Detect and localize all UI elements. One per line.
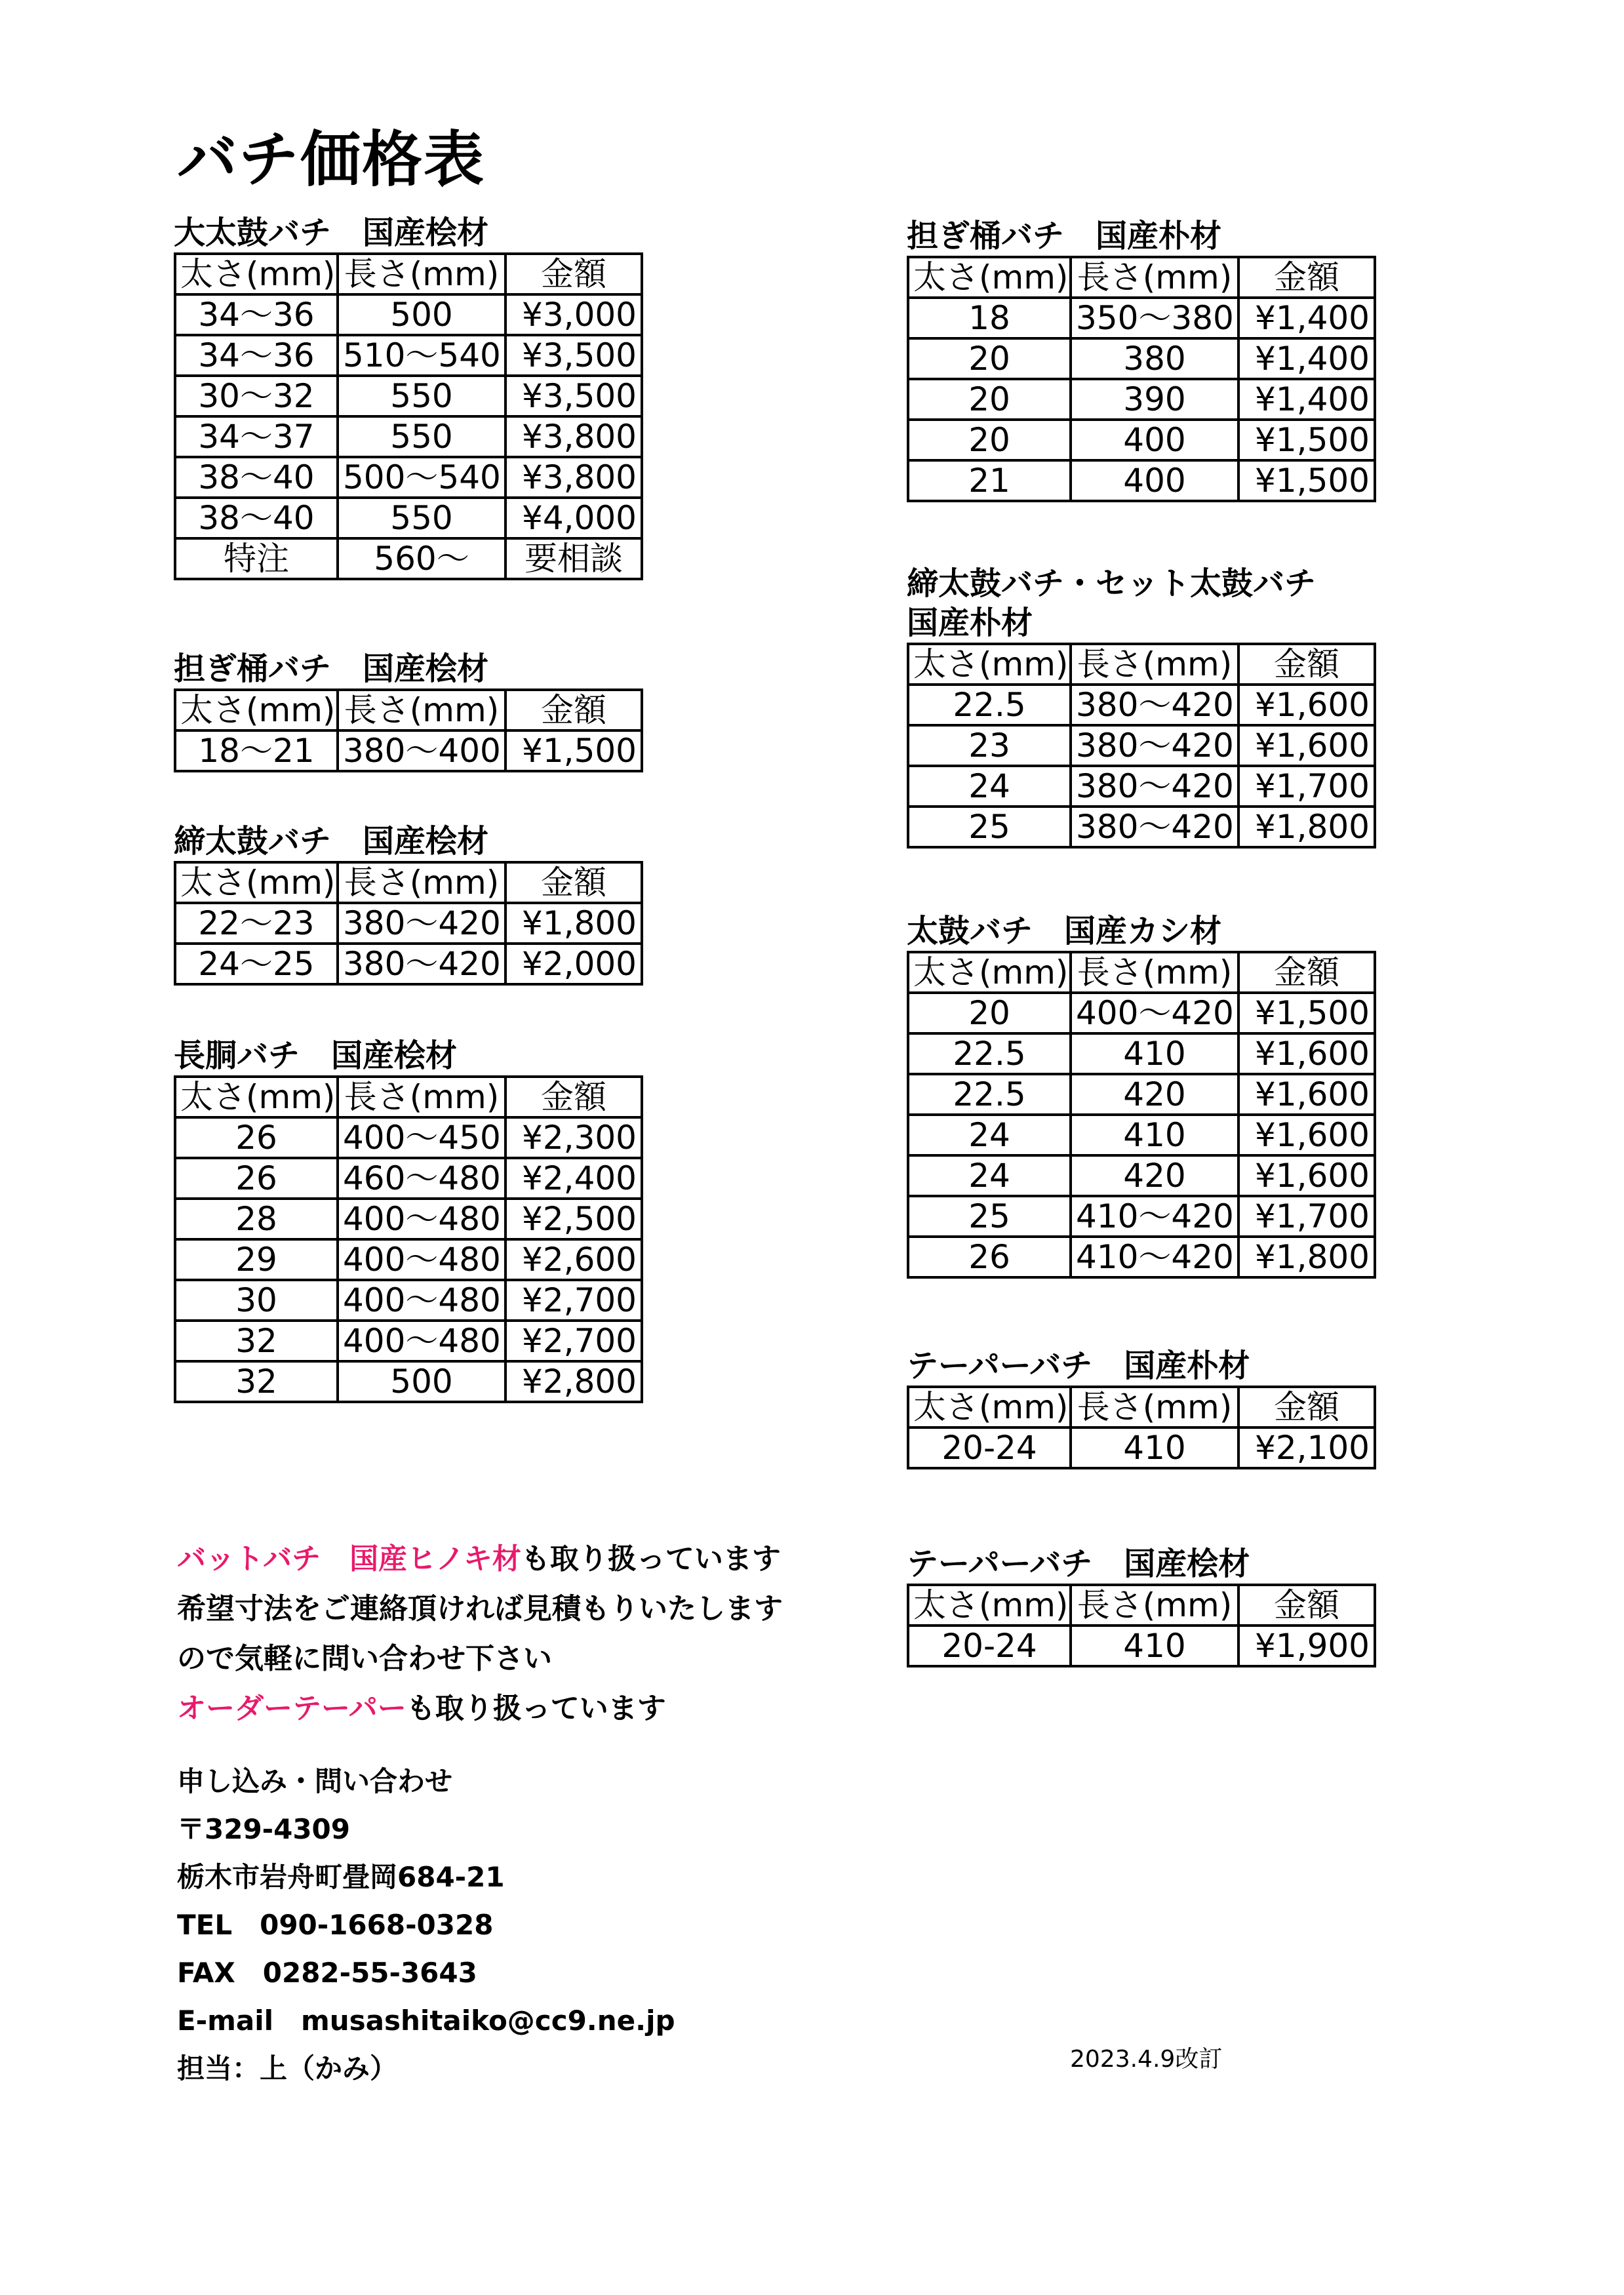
section-nagado-hinoki xyxy=(174,1036,643,1403)
cell-price: ¥1,900 xyxy=(1238,1626,1375,1666)
cell-length: 400〜420 xyxy=(1071,993,1238,1033)
cell-price: ¥1,500 xyxy=(1238,460,1375,501)
cell-thickness: 32 xyxy=(175,1321,338,1361)
header-price: 金額 xyxy=(505,1077,642,1117)
cell-thickness: 20 xyxy=(908,420,1071,460)
cell-thickness: 29 xyxy=(175,1239,338,1280)
section-taper-ho xyxy=(907,1346,1376,1469)
table-row xyxy=(175,1199,642,1239)
cell-length: 550 xyxy=(338,376,505,416)
header-length: 長さ(mm) xyxy=(1071,644,1238,685)
section-katsugioke-hinoki xyxy=(174,649,643,772)
note-bat-bachi: バットバチ 国産ヒノキ材 xyxy=(177,1542,521,1576)
cell-price: ¥2,000 xyxy=(505,944,642,984)
cell-price: ¥1,600 xyxy=(1238,1074,1375,1115)
header-thickness: 太さ(mm) xyxy=(908,257,1071,298)
cell-length: 400 xyxy=(1071,460,1238,501)
price-table xyxy=(907,643,1376,848)
table-row xyxy=(908,1155,1375,1196)
cell-length: 410 xyxy=(1071,1033,1238,1074)
header-price: 金額 xyxy=(1238,1585,1375,1626)
cell-price: ¥1,600 xyxy=(1238,725,1375,766)
section-taper-hinoki xyxy=(907,1544,1376,1667)
table-row xyxy=(175,498,642,538)
cell-thickness: 24 xyxy=(908,1155,1071,1196)
cell-thickness: 18〜21 xyxy=(175,730,338,771)
table-row xyxy=(175,457,642,498)
header-price: 金額 xyxy=(1238,952,1375,993)
section-title: 長胴バチ 国産桧材 xyxy=(174,1037,458,1074)
cell-price: ¥1,600 xyxy=(1238,1033,1375,1074)
table-row xyxy=(908,298,1375,338)
cell-thickness: 26 xyxy=(175,1117,338,1158)
price-table xyxy=(174,861,643,986)
cell-length: 380〜420 xyxy=(1071,766,1238,807)
table-row xyxy=(175,294,642,335)
cell-thickness: 24 xyxy=(908,1115,1071,1155)
cell-price: ¥4,000 xyxy=(505,498,642,538)
cell-thickness: 特注 xyxy=(175,538,338,579)
cell-thickness: 23 xyxy=(908,725,1071,766)
section-title: 担ぎ桶バチ 国産桧材 xyxy=(174,650,489,687)
table-row xyxy=(175,944,642,984)
price-table xyxy=(174,688,643,772)
contact-block xyxy=(177,1757,675,2092)
cell-price: ¥1,400 xyxy=(1238,298,1375,338)
cell-length: 410 xyxy=(1071,1115,1238,1155)
cell-length: 380〜420 xyxy=(338,944,505,984)
cell-price: ¥1,800 xyxy=(505,903,642,944)
cell-length: 400〜480 xyxy=(338,1199,505,1239)
cell-length: 380〜420 xyxy=(1071,807,1238,847)
cell-length: 400〜480 xyxy=(338,1321,505,1361)
table-header-row xyxy=(908,257,1375,298)
table-row xyxy=(908,685,1375,725)
cell-length: 380〜420 xyxy=(1071,725,1238,766)
cell-length: 400〜450 xyxy=(338,1117,505,1158)
header-length: 長さ(mm) xyxy=(338,862,505,903)
cell-length: 550 xyxy=(338,498,505,538)
table-row xyxy=(908,420,1375,460)
table-row xyxy=(908,766,1375,807)
table-row xyxy=(175,1158,642,1199)
cell-price: ¥1,800 xyxy=(1238,807,1375,847)
table-header-row xyxy=(175,690,642,730)
header-price: 金額 xyxy=(505,690,642,730)
section-title: 担ぎ桶バチ 国産朴材 xyxy=(907,218,1222,254)
section-title: 締太鼓バチ 国産桧材 xyxy=(174,823,489,860)
table-row xyxy=(908,1033,1375,1074)
cell-length: 400 xyxy=(1071,420,1238,460)
revision-date: 2023.4.9改訂 xyxy=(1070,2046,1223,2073)
cell-price: ¥2,100 xyxy=(1238,1427,1375,1468)
cell-thickness: 25 xyxy=(908,1196,1071,1237)
cell-thickness: 38〜40 xyxy=(175,457,338,498)
cell-price: ¥2,700 xyxy=(505,1321,642,1361)
header-thickness: 太さ(mm) xyxy=(908,952,1071,993)
cell-price: ¥1,700 xyxy=(1238,766,1375,807)
cell-price: ¥2,700 xyxy=(505,1280,642,1321)
table-header-row xyxy=(175,1077,642,1117)
table-row xyxy=(175,1361,642,1402)
header-price: 金額 xyxy=(1238,644,1375,685)
contact-postal: 〒329-4309 xyxy=(177,1813,350,1845)
cell-price: ¥2,500 xyxy=(505,1199,642,1239)
section-title: 締太鼓バチ・セット太鼓バチ xyxy=(907,565,1317,602)
table-row xyxy=(908,1427,1375,1468)
cell-thickness: 20-24 xyxy=(908,1427,1071,1468)
cell-price: ¥3,800 xyxy=(505,457,642,498)
cell-thickness: 34〜37 xyxy=(175,416,338,457)
header-length: 長さ(mm) xyxy=(1071,1387,1238,1427)
table-row xyxy=(175,538,642,579)
table-row xyxy=(908,1074,1375,1115)
table-row xyxy=(175,1321,642,1361)
price-table xyxy=(907,951,1376,1279)
table-header-row xyxy=(175,862,642,903)
table-header-row xyxy=(908,1387,1375,1427)
header-thickness: 太さ(mm) xyxy=(175,1077,338,1117)
cell-price: ¥3,500 xyxy=(505,335,642,376)
header-price: 金額 xyxy=(505,862,642,903)
section-katsugioke-ho xyxy=(907,216,1376,502)
note-line-3: ので気軽に問い合わせ下さい xyxy=(177,1642,552,1675)
cell-length: 410 xyxy=(1071,1427,1238,1468)
note-line-1 xyxy=(177,1534,783,1584)
page-title: バチ価格表 xyxy=(177,125,486,195)
cell-price: ¥3,500 xyxy=(505,376,642,416)
table-row xyxy=(908,1196,1375,1237)
table-row xyxy=(908,725,1375,766)
header-thickness: 太さ(mm) xyxy=(908,1387,1071,1427)
cell-price: ¥2,400 xyxy=(505,1158,642,1199)
table-row xyxy=(908,379,1375,420)
cell-thickness: 21 xyxy=(908,460,1071,501)
cell-thickness: 26 xyxy=(175,1158,338,1199)
table-row xyxy=(908,460,1375,501)
cell-thickness: 38〜40 xyxy=(175,498,338,538)
table-row xyxy=(175,1239,642,1280)
cell-price: ¥3,000 xyxy=(505,294,642,335)
cell-thickness: 30〜32 xyxy=(175,376,338,416)
cell-length: 500 xyxy=(338,1361,505,1402)
cell-price: ¥1,800 xyxy=(1238,1237,1375,1277)
table-row xyxy=(908,807,1375,847)
header-length: 長さ(mm) xyxy=(338,1077,505,1117)
header-thickness: 太さ(mm) xyxy=(175,254,338,294)
section-shime-hinoki xyxy=(174,822,643,986)
cell-thickness: 34〜36 xyxy=(175,294,338,335)
cell-price: ¥1,500 xyxy=(505,730,642,771)
section-shime-set-ho xyxy=(907,564,1376,848)
note-line-4 xyxy=(177,1684,783,1734)
cell-thickness: 20 xyxy=(908,338,1071,379)
cell-price: 要相談 xyxy=(505,538,642,579)
price-table xyxy=(907,256,1376,502)
cell-thickness: 22.5 xyxy=(908,685,1071,725)
table-row xyxy=(175,1117,642,1158)
cell-thickness: 30 xyxy=(175,1280,338,1321)
price-table xyxy=(174,1075,643,1403)
cell-price: ¥1,600 xyxy=(1238,685,1375,725)
cell-price: ¥2,300 xyxy=(505,1117,642,1158)
price-table xyxy=(907,1584,1376,1667)
cell-length: 500 xyxy=(338,294,505,335)
table-header-row xyxy=(175,254,642,294)
cell-thickness: 20 xyxy=(908,993,1071,1033)
cell-length: 460〜480 xyxy=(338,1158,505,1199)
note-line-1-rest: も取り扱っています xyxy=(521,1542,781,1576)
header-price: 金額 xyxy=(505,254,642,294)
note-line-2: 希望寸法をご連絡頂ければ見積もりいたします xyxy=(177,1592,783,1626)
cell-thickness: 24 xyxy=(908,766,1071,807)
header-length: 長さ(mm) xyxy=(1071,952,1238,993)
price-table xyxy=(907,1386,1376,1469)
cell-price: ¥1,600 xyxy=(1238,1155,1375,1196)
table-row xyxy=(908,1115,1375,1155)
header-thickness: 太さ(mm) xyxy=(908,644,1071,685)
table-row xyxy=(908,1626,1375,1666)
table-row xyxy=(908,338,1375,379)
cell-price: ¥1,400 xyxy=(1238,338,1375,379)
cell-length: 350〜380 xyxy=(1071,298,1238,338)
table-row xyxy=(175,335,642,376)
header-length: 長さ(mm) xyxy=(338,254,505,294)
section-title: テーパーバチ 国産朴材 xyxy=(907,1347,1250,1384)
table-row xyxy=(908,993,1375,1033)
cell-price: ¥1,400 xyxy=(1238,379,1375,420)
cell-thickness: 28 xyxy=(175,1199,338,1239)
cell-length: 500〜540 xyxy=(338,457,505,498)
header-price: 金額 xyxy=(1238,1387,1375,1427)
contact-fax: FAX 0282-55-3643 xyxy=(177,1957,477,1989)
note-order-taper: オーダーテーパー xyxy=(177,1692,406,1725)
cell-length: 420 xyxy=(1071,1074,1238,1115)
section-title: テーパーバチ 国産桧材 xyxy=(907,1546,1250,1582)
notes-block xyxy=(177,1534,783,1734)
cell-length: 390 xyxy=(1071,379,1238,420)
cell-price: ¥2,600 xyxy=(505,1239,642,1280)
cell-thickness: 24〜25 xyxy=(175,944,338,984)
contact-email[interactable]: E-mail musashitaiko@cc9.ne.jp xyxy=(177,2005,675,2037)
header-price: 金額 xyxy=(1238,257,1375,298)
cell-thickness: 22〜23 xyxy=(175,903,338,944)
cell-thickness: 20 xyxy=(908,379,1071,420)
cell-length: 410〜420 xyxy=(1071,1196,1238,1237)
table-header-row xyxy=(908,952,1375,993)
cell-price: ¥3,800 xyxy=(505,416,642,457)
cell-length: 560〜 xyxy=(338,538,505,579)
cell-length: 400〜480 xyxy=(338,1280,505,1321)
cell-thickness: 20-24 xyxy=(908,1626,1071,1666)
table-row xyxy=(175,416,642,457)
cell-thickness: 32 xyxy=(175,1361,338,1402)
contact-person: 担当：上（かみ） xyxy=(177,2052,398,2085)
header-length: 長さ(mm) xyxy=(1071,1585,1238,1626)
section-subtitle: 国産朴材 xyxy=(907,605,1033,641)
section-title: 太鼓バチ 国産カシ材 xyxy=(907,913,1222,949)
header-length: 長さ(mm) xyxy=(1071,257,1238,298)
cell-length: 380〜400 xyxy=(338,730,505,771)
cell-length: 420 xyxy=(1071,1155,1238,1196)
cell-length: 550 xyxy=(338,416,505,457)
cell-length: 380〜420 xyxy=(338,903,505,944)
table-header-row xyxy=(908,644,1375,685)
cell-price: ¥1,600 xyxy=(1238,1115,1375,1155)
cell-price: ¥2,800 xyxy=(505,1361,642,1402)
cell-length: 410〜420 xyxy=(1071,1237,1238,1277)
contact-address: 栃木市岩舟町畳岡684-21 xyxy=(177,1861,505,1893)
cell-length: 410 xyxy=(1071,1626,1238,1666)
cell-price: ¥1,500 xyxy=(1238,420,1375,460)
header-length: 長さ(mm) xyxy=(338,690,505,730)
contact-tel: TEL 090-1668-0328 xyxy=(177,1909,494,1941)
price-table xyxy=(174,252,643,580)
cell-length: 380〜420 xyxy=(1071,685,1238,725)
table-row xyxy=(175,376,642,416)
cell-thickness: 26 xyxy=(908,1237,1071,1277)
table-row xyxy=(175,730,642,771)
cell-length: 380 xyxy=(1071,338,1238,379)
table-row xyxy=(908,1237,1375,1277)
table-row xyxy=(175,903,642,944)
cell-thickness: 22.5 xyxy=(908,1033,1071,1074)
note-line-4-rest: も取り扱っています xyxy=(406,1692,666,1725)
cell-price: ¥1,700 xyxy=(1238,1196,1375,1237)
cell-length: 510〜540 xyxy=(338,335,505,376)
table-row xyxy=(175,1280,642,1321)
cell-length: 400〜480 xyxy=(338,1239,505,1280)
contact-heading: 申し込み・問い合わせ xyxy=(177,1765,453,1797)
cell-thickness: 18 xyxy=(908,298,1071,338)
header-thickness: 太さ(mm) xyxy=(175,690,338,730)
header-thickness: 太さ(mm) xyxy=(908,1585,1071,1626)
section-title: 大太鼓バチ 国産桧材 xyxy=(174,214,489,251)
section-odaiko-hinoki xyxy=(174,213,643,580)
table-header-row xyxy=(908,1585,1375,1626)
section-taiko-kashi xyxy=(907,911,1376,1279)
cell-thickness: 34〜36 xyxy=(175,335,338,376)
cell-price: ¥1,500 xyxy=(1238,993,1375,1033)
header-thickness: 太さ(mm) xyxy=(175,862,338,903)
cell-thickness: 22.5 xyxy=(908,1074,1071,1115)
cell-thickness: 25 xyxy=(908,807,1071,847)
